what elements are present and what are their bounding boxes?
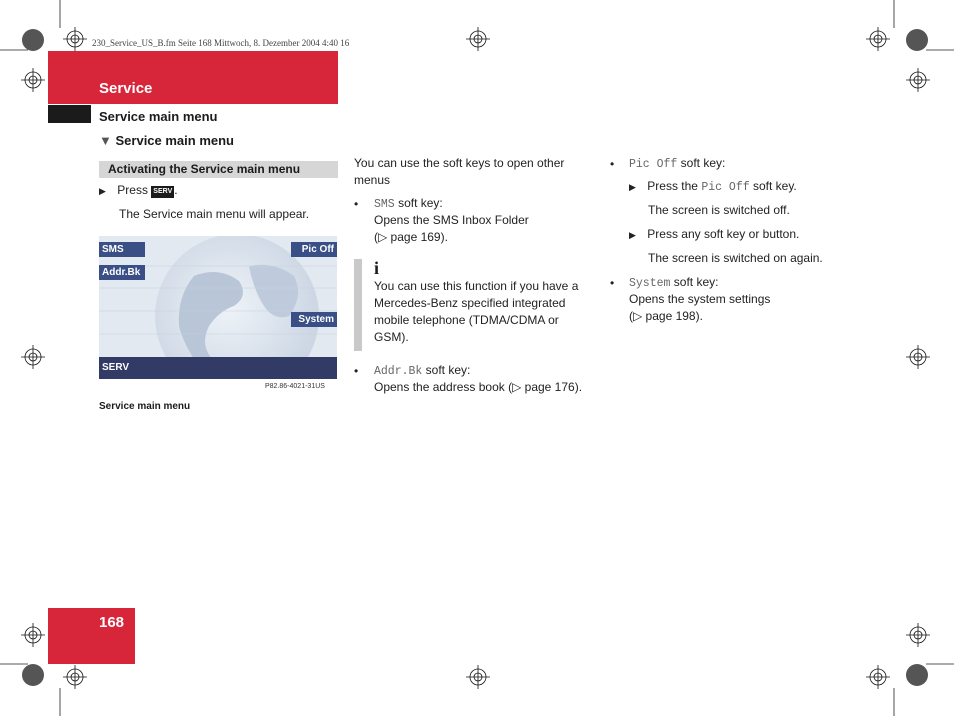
sms-page-ref[interactable]: (▷ page 169). (374, 230, 448, 244)
figure-reference: P82.86-4021-31US (265, 383, 325, 390)
activating-heading: Activating the Service main menu (108, 162, 301, 176)
result-b: The screen is switched on again. (648, 251, 823, 265)
pic-off-key-name: Pic Off (629, 158, 678, 171)
info-line-1: You can use this function if you have a (374, 279, 579, 293)
step-arrow-icon: ▶ (629, 182, 636, 192)
section-tab (48, 51, 338, 104)
step-press-pic-off (629, 178, 797, 196)
result-a: The screen is switched off. (648, 203, 790, 217)
section-title: Service (99, 80, 153, 97)
sub-heading (99, 133, 234, 148)
bullet-icon: • (354, 197, 359, 211)
system-page-ref[interactable]: (▷ page 198). (629, 309, 703, 323)
step-press-any (629, 226, 799, 244)
step-arrow-icon: ▶ (99, 186, 106, 196)
system-key-suffix: soft key: (673, 275, 719, 289)
step-a-suffix: soft key. (752, 179, 797, 193)
pic-off-item-title (629, 155, 725, 173)
page-heading: Service main menu (99, 109, 218, 124)
intro-line-2: menus (354, 173, 391, 187)
sms-softkey[interactable]: SMS (99, 242, 145, 257)
step-a-prefix: Press the (647, 179, 698, 193)
info-line-3: mobile telephone (TDMA/CDMA or (374, 313, 559, 327)
sms-key-suffix: soft key: (398, 196, 443, 210)
subsection-marker (48, 105, 91, 123)
info-line-4: GSM). (374, 330, 409, 344)
system-softkey[interactable]: System (291, 312, 337, 327)
pic-off-key-suffix: soft key: (680, 156, 726, 170)
sms-item-title (374, 195, 443, 213)
step-result: The Service main menu will appear. (119, 207, 310, 221)
sms-item-desc: Opens the SMS Inbox Folder (374, 213, 529, 227)
step-suffix: . (174, 183, 178, 197)
down-triangle-icon: ▼ (99, 133, 112, 148)
intro-line-1: You can use the soft keys to open other (354, 156, 565, 170)
step-a-key: Pic Off (701, 181, 750, 194)
step-arrow-icon: ▶ (629, 230, 636, 240)
info-box-bar (354, 259, 362, 351)
system-item-desc: Opens the system settings (629, 292, 771, 306)
bullet-icon: • (610, 157, 615, 171)
sub-heading-text: Service main menu (115, 133, 234, 148)
addr-key-name: Addr.Bk (374, 365, 423, 378)
system-key-name: System (629, 277, 671, 290)
serv-key-icon: SERV (151, 186, 174, 198)
serv-status-bar (99, 357, 337, 379)
info-line-2: Mercedes-Benz specified integrated (374, 296, 566, 310)
step-b-text: Press any soft key or button. (647, 227, 800, 241)
info-icon: i (374, 258, 380, 278)
file-header-note: 230_Service_US_B.fm Seite 168 Mittwoch, 8. Dezember 2004 4:40 16 (92, 38, 350, 48)
activating-heading-bar (99, 161, 338, 178)
addr-key-suffix: soft key: (425, 363, 471, 377)
step-press-serv (99, 183, 178, 198)
addr-item-title (374, 362, 470, 380)
service-menu-screen (99, 236, 337, 379)
serv-label: SERV (102, 362, 130, 373)
system-item-title (629, 274, 718, 292)
bullet-icon: • (610, 276, 615, 290)
pic-off-softkey[interactable]: Pic Off (291, 242, 337, 257)
figure-caption: Service main menu (99, 401, 191, 412)
bullet-icon: • (354, 364, 359, 378)
addr-item-desc: Opens the address book (▷ page 176). (374, 380, 583, 394)
sms-key-name: SMS (374, 198, 395, 211)
page-number: 168 (99, 614, 125, 631)
step-text: Press (117, 183, 148, 197)
addr-bk-softkey[interactable]: Addr.Bk (99, 265, 145, 280)
